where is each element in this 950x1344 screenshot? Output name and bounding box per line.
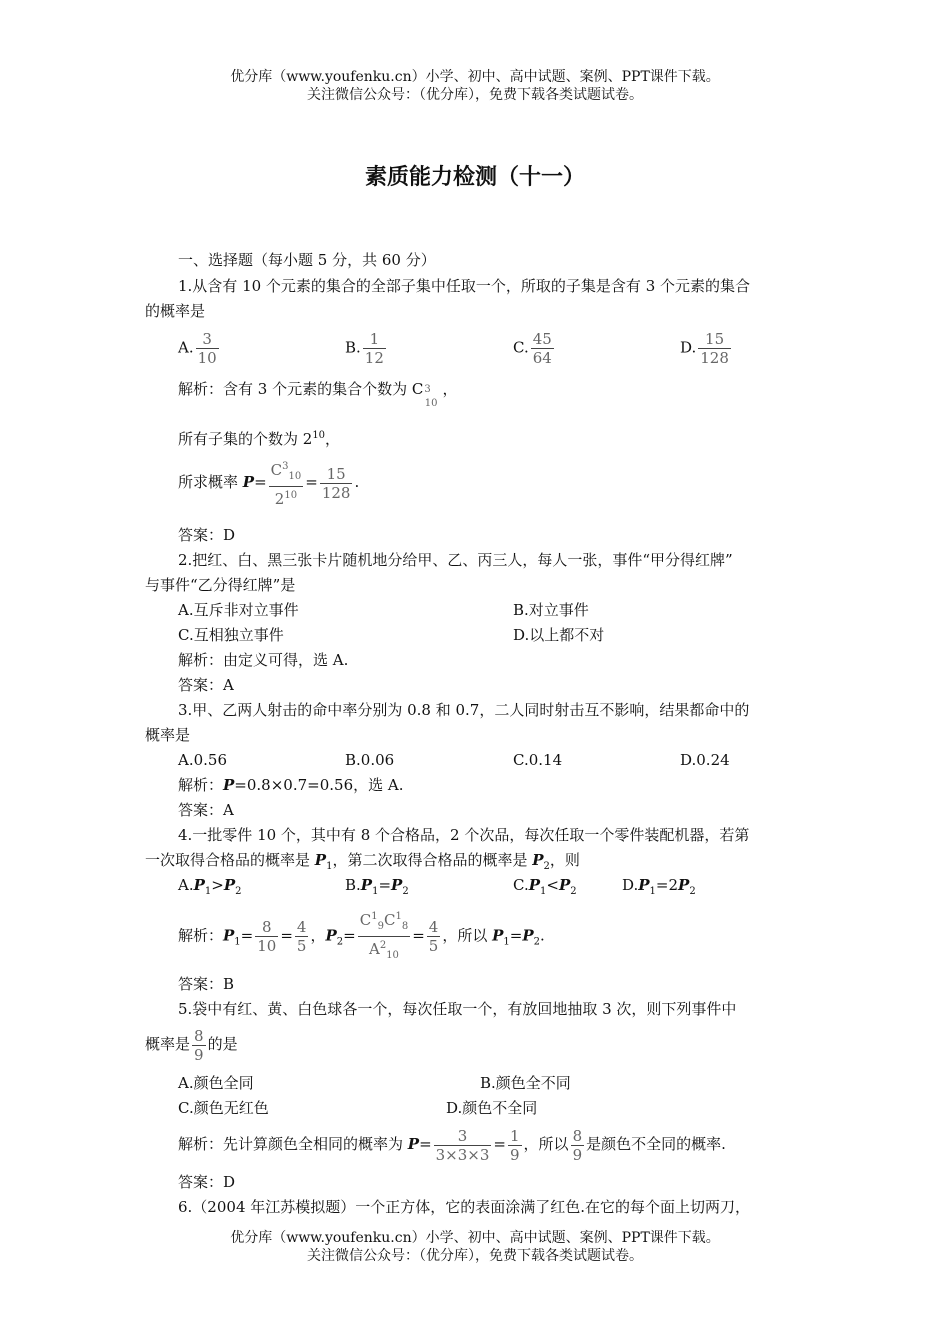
analysis-text: ，所以 xyxy=(442,926,493,945)
p-variable: P xyxy=(407,1135,420,1153)
q2-option-a: A.互斥非对立事件 xyxy=(178,601,299,619)
c-sup: 3 xyxy=(424,384,431,395)
p-variable: P xyxy=(223,926,235,945)
footer-line-2: 关注微信公众号：（优分库），免费下载各类试题试卷。 xyxy=(307,1248,643,1264)
denominator: 9 xyxy=(572,1145,583,1164)
p-variable: P xyxy=(558,876,571,894)
q4-option-c xyxy=(513,875,577,902)
option-fraction xyxy=(531,330,554,367)
relation: > xyxy=(211,876,224,894)
option-label: C. xyxy=(513,338,529,357)
q4-stem-line-2 xyxy=(145,850,580,877)
equals: = xyxy=(240,926,254,945)
numerator: 8 xyxy=(255,918,278,937)
p-variable: P xyxy=(678,876,690,894)
option-label: B. xyxy=(345,876,361,894)
q5-option-d: D.颜色不全同 xyxy=(446,1099,538,1117)
subscript: 1 xyxy=(540,886,547,897)
numerator: 4 xyxy=(428,918,439,936)
q5-option-a: A.颜色全同 xyxy=(178,1074,254,1092)
q5-option-b: B.颜色全不同 xyxy=(480,1074,571,1092)
denominator xyxy=(358,937,410,965)
p-variable: P xyxy=(193,876,205,894)
fraction-3-27 xyxy=(434,1127,492,1164)
stem-text: 一次取得合格品的概率是 xyxy=(145,851,315,869)
subscript: 1 xyxy=(326,861,333,872)
relation: =2 xyxy=(655,876,679,894)
q1-analysis-line-1 xyxy=(178,379,458,409)
c-sup: 3 xyxy=(282,461,289,472)
q1-option-d xyxy=(680,330,733,367)
section-heading: 一、选择题（每小题 5 分，共 60 分） xyxy=(178,251,436,269)
probability-fraction xyxy=(269,458,304,508)
stem-text: ，则 xyxy=(549,851,580,869)
q1-stem-line-2: 的概率是 xyxy=(145,302,206,320)
comma: ， xyxy=(310,926,326,945)
q3-answer: 答案：A xyxy=(178,801,234,819)
base: 2 xyxy=(274,490,285,508)
denominator: 12 xyxy=(364,349,384,367)
exponent: 10 xyxy=(312,430,326,441)
q2-option-c: C.互相独立事件 xyxy=(178,626,284,644)
exponent: 10 xyxy=(284,490,298,501)
subscript: 1 xyxy=(234,936,241,948)
comma: ， xyxy=(442,380,458,398)
p-variable: P xyxy=(314,851,327,869)
analysis-label: 解析： xyxy=(178,926,224,945)
analysis-text: 所求概率 xyxy=(178,473,243,491)
a-sup: 2 xyxy=(379,940,387,951)
c-sub: 8 xyxy=(401,921,409,932)
subscript: 1 xyxy=(372,886,379,897)
relation: = xyxy=(378,876,392,894)
numerator: 3 xyxy=(196,330,219,349)
subscript: 2 xyxy=(543,861,550,872)
analysis-text: ，所以 xyxy=(523,1135,569,1153)
q3-stem-line-2: 概率是 xyxy=(145,726,191,744)
equals: = xyxy=(280,926,293,945)
c-sub: 10 xyxy=(288,471,302,482)
subscript: 2 xyxy=(689,886,696,897)
analysis-text: =0.8×0.7=0.56，选 A. xyxy=(234,776,404,794)
analysis-text: 是颜色不全同的概率. xyxy=(586,1135,726,1153)
denominator: 9 xyxy=(510,1145,520,1164)
equals: = xyxy=(343,926,356,945)
subscript: 2 xyxy=(533,936,540,948)
analysis-text: 解析：先计算颜色全相同的概率为 xyxy=(178,1135,408,1153)
option-label: D. xyxy=(680,338,697,357)
option-label: D. xyxy=(622,876,639,894)
period: . xyxy=(539,926,545,945)
denominator: 128 xyxy=(321,483,351,502)
numerator: 1 xyxy=(510,1126,520,1145)
q3-option-d: D.0.24 xyxy=(680,751,730,769)
subscript: 2 xyxy=(235,886,242,897)
equals: = xyxy=(254,473,267,491)
c-sub: 9 xyxy=(377,921,384,932)
relation: < xyxy=(546,876,559,894)
q1-option-c xyxy=(513,330,556,367)
q4-analysis xyxy=(178,908,545,965)
combination-index xyxy=(423,382,442,409)
q1-analysis-line-2 xyxy=(178,426,340,449)
a-sub: 10 xyxy=(386,950,399,961)
denominator: 128 xyxy=(700,349,729,367)
fraction-4-5-b xyxy=(427,918,441,955)
p-variable: P xyxy=(492,926,504,945)
q1-option-b xyxy=(345,330,388,367)
page-title: 素质能力检测（十一） xyxy=(364,165,585,190)
fraction-8-9 xyxy=(192,1027,206,1064)
c-sup: 1 xyxy=(371,911,378,922)
option-label: C. xyxy=(513,876,529,894)
analysis-text: 所有子集的个数为 2 xyxy=(178,430,313,448)
option-label: A. xyxy=(178,876,194,894)
numerator xyxy=(269,458,304,487)
c-sup: 1 xyxy=(395,911,402,922)
q5-stem-line-1: 5.袋中有红、黄、白色球各一个，每次任取一个，有放回地抽取 3 次，则下列事件中 xyxy=(178,1000,737,1018)
p-variable: P xyxy=(532,851,544,869)
numerator: 15 xyxy=(698,330,731,349)
fraction-1-9 xyxy=(508,1127,522,1164)
q4-option-d xyxy=(622,875,696,902)
subscript: 2 xyxy=(336,936,344,948)
stem-text: ，第二次取得合格品的概率是 xyxy=(332,851,533,869)
numerator: 45 xyxy=(532,330,552,348)
numerator: 15 xyxy=(320,465,353,484)
numerator: 3 xyxy=(434,1127,492,1146)
option-label: A. xyxy=(178,338,194,357)
denominator: 3×3×3 xyxy=(435,1145,490,1164)
p-variable: P xyxy=(528,876,540,894)
analysis-text: 解析：含有 3 个元素的集合个数为 C xyxy=(178,380,424,398)
q2-option-d: D.以上都不对 xyxy=(513,626,605,644)
option-fraction xyxy=(698,330,731,367)
subscript: 1 xyxy=(204,886,212,897)
a-letter: A xyxy=(368,940,380,958)
denominator: 10 xyxy=(197,349,217,367)
option-fraction xyxy=(196,330,219,367)
q3-stem-line-1: 3.甲、乙两人射击的命中率分别为 0.8 和 0.7，二人同时射击互不影响，结果都命中的 xyxy=(178,701,750,719)
fraction-8-9 xyxy=(571,1127,585,1164)
c-letter: C xyxy=(383,911,396,929)
q1-stem-line-1: 1.从含有 10 个元素的集合的全部子集中任取一个，所取的子集是含有 3 个元素的集合 xyxy=(178,277,751,295)
q1-option-a xyxy=(178,330,221,367)
denominator xyxy=(269,487,304,508)
c-letter: C xyxy=(270,461,283,479)
q3-option-c: C.0.14 xyxy=(513,751,563,769)
denominator: 64 xyxy=(532,349,552,367)
q2-answer: 答案：A xyxy=(178,676,234,694)
numerator: 8 xyxy=(194,1026,204,1045)
subscript: 2 xyxy=(402,886,409,897)
equals: = xyxy=(305,473,318,491)
combination-fraction xyxy=(358,908,410,965)
fraction-8-10 xyxy=(255,918,278,955)
q5-answer: 答案：D xyxy=(178,1173,236,1191)
p-variable: P xyxy=(391,876,403,894)
numerator xyxy=(358,908,410,937)
denominator: 5 xyxy=(428,937,439,955)
q4-stem-line-1: 4.一批零件 10 个，其中有 8 个合格品，2 个次品，每次任取一个零件装配机器，若第 xyxy=(178,826,750,844)
equals: = xyxy=(412,926,425,945)
q4-answer: 答案：B xyxy=(178,975,235,993)
q1-analysis-line-3 xyxy=(178,458,359,508)
q2-analysis: 解析：由定义可得，选 A. xyxy=(178,651,349,669)
option-fraction xyxy=(363,330,386,367)
subscript: 2 xyxy=(570,886,577,897)
numerator: 1 xyxy=(363,330,386,349)
q2-stem-line-2: 与事件“乙分得红牌”是 xyxy=(145,576,296,594)
q2-option-b: B.对立事件 xyxy=(513,601,589,619)
stem-text: 的是 xyxy=(207,1035,238,1053)
header-line-1: 优分库（www.youfenku.cn）小学、初中、高中试题、案例、PPT课件下载。 xyxy=(230,69,720,85)
q4-option-a xyxy=(178,875,242,902)
p-variable: P xyxy=(522,926,534,945)
equals: = xyxy=(493,1135,506,1153)
q3-option-a: A.0.56 xyxy=(178,751,227,769)
equals: = xyxy=(509,926,523,945)
subscript: 1 xyxy=(649,886,656,897)
q2-stem-line-1: 2.把红、白、黑三张卡片随机地分给甲、乙、丙三人，每人一张，事件“甲分得红牌” xyxy=(178,551,733,569)
denominator: 5 xyxy=(296,937,307,955)
q3-analysis xyxy=(178,775,403,795)
q4-option-b xyxy=(345,875,409,902)
q5-option-c: C.颜色无红色 xyxy=(178,1099,269,1117)
denominator: 9 xyxy=(194,1045,204,1064)
p-variable: P xyxy=(325,926,337,945)
stem-text: 概率是 xyxy=(145,1035,191,1053)
c-letter: C xyxy=(359,911,372,929)
p-variable: P xyxy=(360,876,373,894)
subscript: 1 xyxy=(503,936,510,948)
equals: = xyxy=(419,1135,432,1153)
denominator: 10 xyxy=(257,937,277,955)
numerator: 4 xyxy=(296,918,307,936)
result-fraction xyxy=(320,465,353,502)
period: . xyxy=(354,473,360,491)
p-variable: P xyxy=(223,876,236,894)
numerator: 8 xyxy=(572,1126,583,1145)
q6-stem-line-1: 6.（2004 年江苏模拟题）一个正方体，它的表面涂满了红色.在它的每个面上切两刀， xyxy=(178,1198,751,1216)
header-line-2: 关注微信公众号：（优分库），免费下载各类试题试卷。 xyxy=(307,87,643,103)
p-variable: P xyxy=(242,473,255,491)
q3-option-b: B.0.06 xyxy=(345,751,395,769)
q5-analysis xyxy=(178,1124,726,1164)
p-variable: P xyxy=(223,776,235,794)
p-variable: P xyxy=(638,876,650,894)
footer-line-1: 优分库（www.youfenku.cn）小学、初中、高中试题、案例、PPT课件下载。 xyxy=(230,1230,720,1246)
c-sub: 10 xyxy=(424,398,438,409)
analysis-label: 解析： xyxy=(178,776,224,794)
comma: ， xyxy=(325,430,341,448)
q1-answer: 答案：D xyxy=(178,526,236,544)
fraction-4-5 xyxy=(295,918,309,955)
option-label: B. xyxy=(345,338,361,357)
q5-stem-line-2 xyxy=(145,1024,238,1064)
